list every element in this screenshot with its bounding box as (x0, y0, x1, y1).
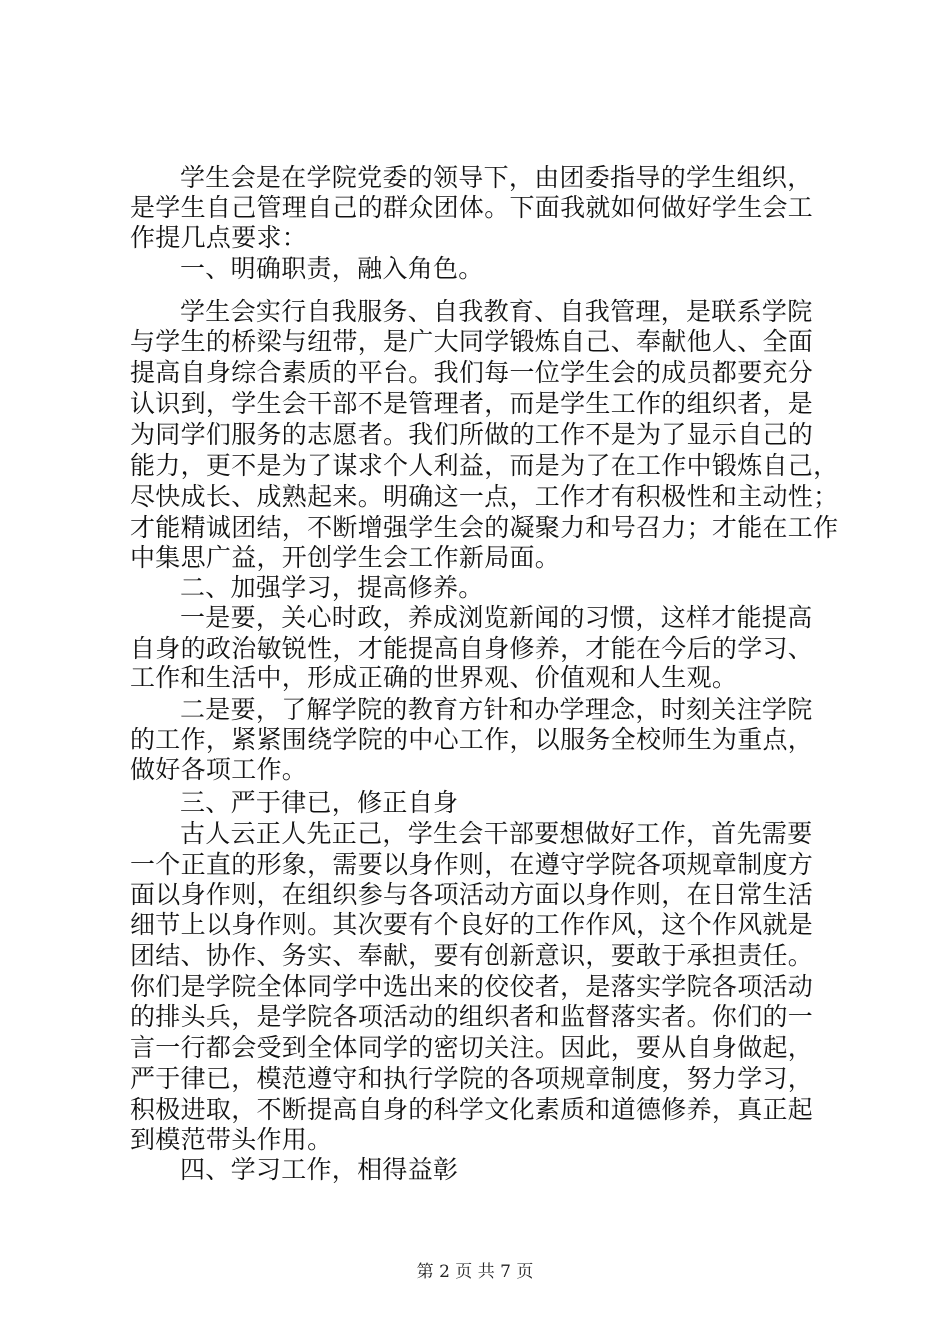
text-line: 团结、协作、务实、奉献，要有创新意识，要敢于承担责任。 (130, 941, 814, 970)
text-line: 古人云正人先正己，学生会干部要想做好工作，首先需要 (180, 819, 813, 848)
text-line: 认识到，学生会干部不是管理者，而是学生工作的组织者，是 (130, 389, 814, 418)
text-line: 尽快成长、成熟起来。明确这一点，工作才有积极性和主动性； (130, 482, 839, 511)
text-line: 到模范带头作用。 (130, 1125, 333, 1154)
text-line: 你们是学院全体同学中选出来的佼佼者，是落实学院各项活动 (130, 972, 814, 1001)
text-line: 才能精诚团结，不断增强学生会的凝聚力和号召力；才能在工作 (130, 513, 839, 542)
section-heading-1: 一、明确职责，融入角色。 (180, 254, 484, 283)
text-line: 一是要，关心时政，养成浏览新闻的习惯，这样才能提高 (180, 603, 813, 632)
section-heading-4: 四、学习工作，相得益彰 (180, 1155, 459, 1184)
text-line: 能力，更不是为了谋求个人利益，而是为了在工作中锻炼自己， (130, 451, 839, 480)
text-line: 一个正直的形象，需要以身作则，在遵守学院各项规章制度方 (130, 850, 814, 879)
text-line: 工作和生活中，形成正确的世界观、价值观和人生观。 (130, 663, 738, 692)
section-heading-3: 三、严于律已，修正自身 (180, 788, 459, 817)
text-line: 与学生的桥梁与纽带，是广大同学锻炼自己、奉献他人、全面 (130, 327, 814, 356)
text-line: 学生会实行自我服务、自我教育、自我管理，是联系学院 (180, 297, 813, 326)
text-line: 严于律已，模范遵守和执行学院的各项规章制度，努力学习， (130, 1064, 814, 1093)
page-number-footer: 第 2 页 共 7 页 (416, 1262, 534, 1282)
text-line: 自身的政治敏锐性，才能提高自身修养，才能在今后的学习、 (130, 634, 814, 663)
text-line: 细节上以身作则。其次要有个良好的工作作风，这个作风就是 (130, 910, 814, 939)
text-line: 二是要，了解学院的教育方针和办学理念，时刻关注学院 (180, 695, 813, 724)
text-line: 面以身作则，在组织参与各项活动方面以身作则，在日常生活 (130, 880, 814, 909)
text-line: 言一行都会受到全体同学的密切关注。因此，要从自身做起， (130, 1033, 814, 1062)
section-heading-2: 二、加强学习，提高修养。 (180, 573, 484, 602)
text-line: 作提几点要求： (130, 223, 308, 252)
text-line: 是学生自己管理自己的群众团体。下面我就如何做好学生会工 (130, 193, 814, 222)
text-line: 做好各项工作。 (130, 755, 308, 784)
text-line: 中集思广益，开创学生会工作新局面。 (130, 543, 561, 572)
text-line: 的工作，紧紧围绕学院的中心工作，以服务全校师生为重点， (130, 725, 814, 754)
text-line: 为同学们服务的志愿者。我们所做的工作不是为了显示自己的 (130, 420, 814, 449)
text-line: 提高自身综合素质的平台。我们每一位学生会的成员都要充分 (130, 358, 814, 387)
text-line: 学生会是在学院党委的领导下，由团委指导的学生组织， (180, 163, 813, 192)
text-line: 的排头兵，是学院各项活动的组织者和监督落实者。你们的一 (130, 1002, 814, 1031)
text-line: 积极进取，不断提高自身的科学文化素质和道德修养，真正起 (130, 1095, 814, 1124)
